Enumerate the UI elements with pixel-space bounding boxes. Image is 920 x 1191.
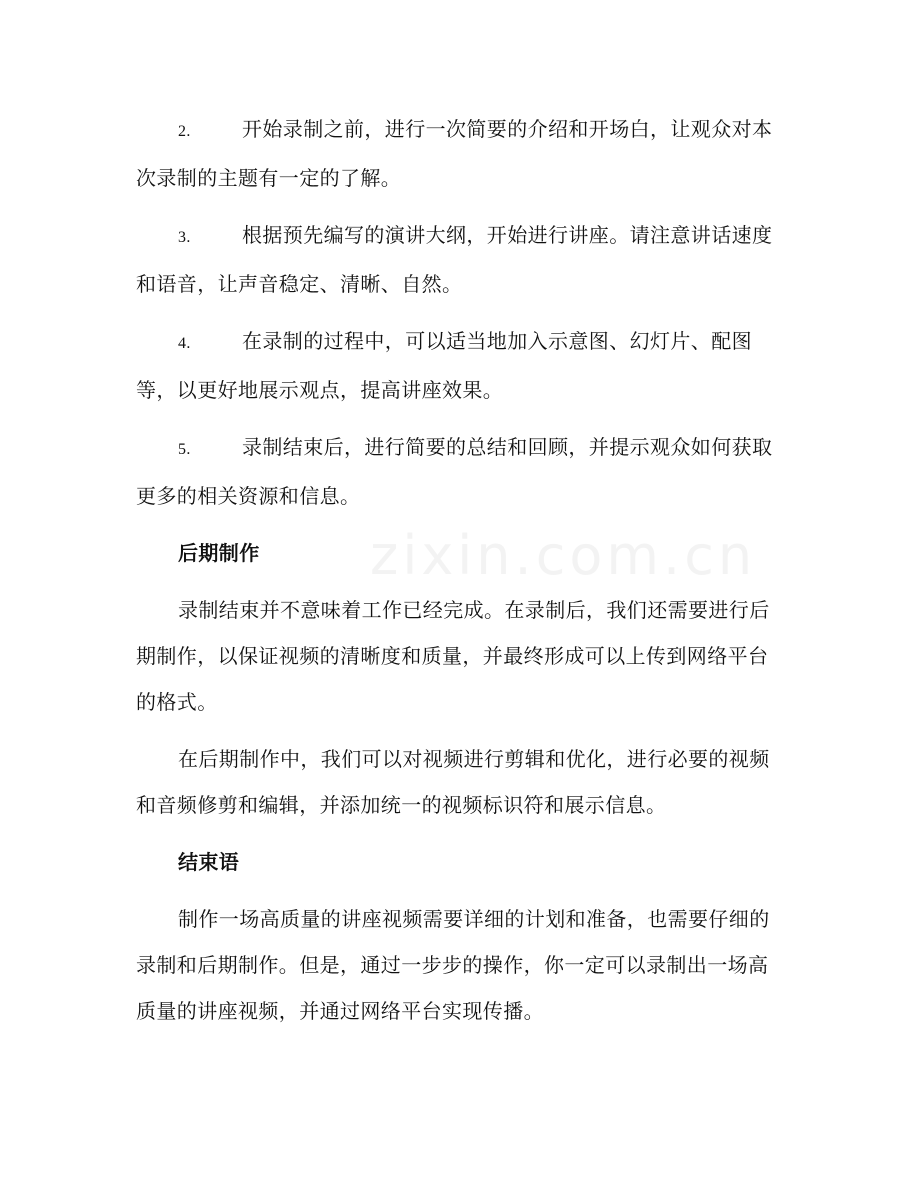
list-text: 在录制的过程中，可以适当地加入示意图、幻灯片、配图等，以更好地展示观点，提高讲座效果。 bbox=[136, 329, 752, 402]
list-number: 2. bbox=[178, 123, 191, 140]
list-number: 4. bbox=[178, 335, 191, 352]
list-item-2 bbox=[136, 106, 784, 201]
document-content bbox=[136, 106, 784, 1045]
list-item-5 bbox=[136, 424, 784, 519]
list-number: 5. bbox=[178, 441, 191, 458]
section-heading-post-production: 后期制作 bbox=[178, 541, 260, 565]
list-item-3 bbox=[136, 212, 784, 307]
list-item-4 bbox=[136, 318, 784, 413]
list-text: 录制结束后，进行简要的总结和回顾，并提示观众如何获取更多的相关资源和信息。 bbox=[136, 435, 773, 508]
post-production-paragraph-2: 在后期制作中，我们可以对视频进行剪辑和优化，进行必要的视频和音频修剪和编辑，并添加统一的视频标识符和展示信息。 bbox=[136, 747, 770, 817]
section-heading-conclusion: 结束语 bbox=[178, 850, 240, 874]
post-production-paragraph-1: 录制结束并不意味着工作已经完成。在录制后，我们还需要进行后期制作，以保证视频的清晰度和质量，并最终形成可以上传到网络平台的格式。 bbox=[136, 598, 770, 714]
list-number: 3. bbox=[178, 229, 191, 246]
watermark: zixin.com.cn bbox=[370, 524, 757, 587]
list-text: 根据预先编写的演讲大纲，开始进行讲座。请注意讲话速度和语音，让声音稳定、清晰、自然。 bbox=[136, 223, 773, 296]
conclusion-paragraph: 制作一场高质量的讲座视频需要详细的计划和准备，也需要仔细的录制和后期制作。但是，通过一步步的操作，你一定可以录制出一场高质量的讲座视频，并通过网络平台实现传播。 bbox=[136, 907, 770, 1023]
list-text: 开始录制之前，进行一次简要的介绍和开场白，让观众对本次录制的主题有一定的了解。 bbox=[136, 117, 773, 190]
